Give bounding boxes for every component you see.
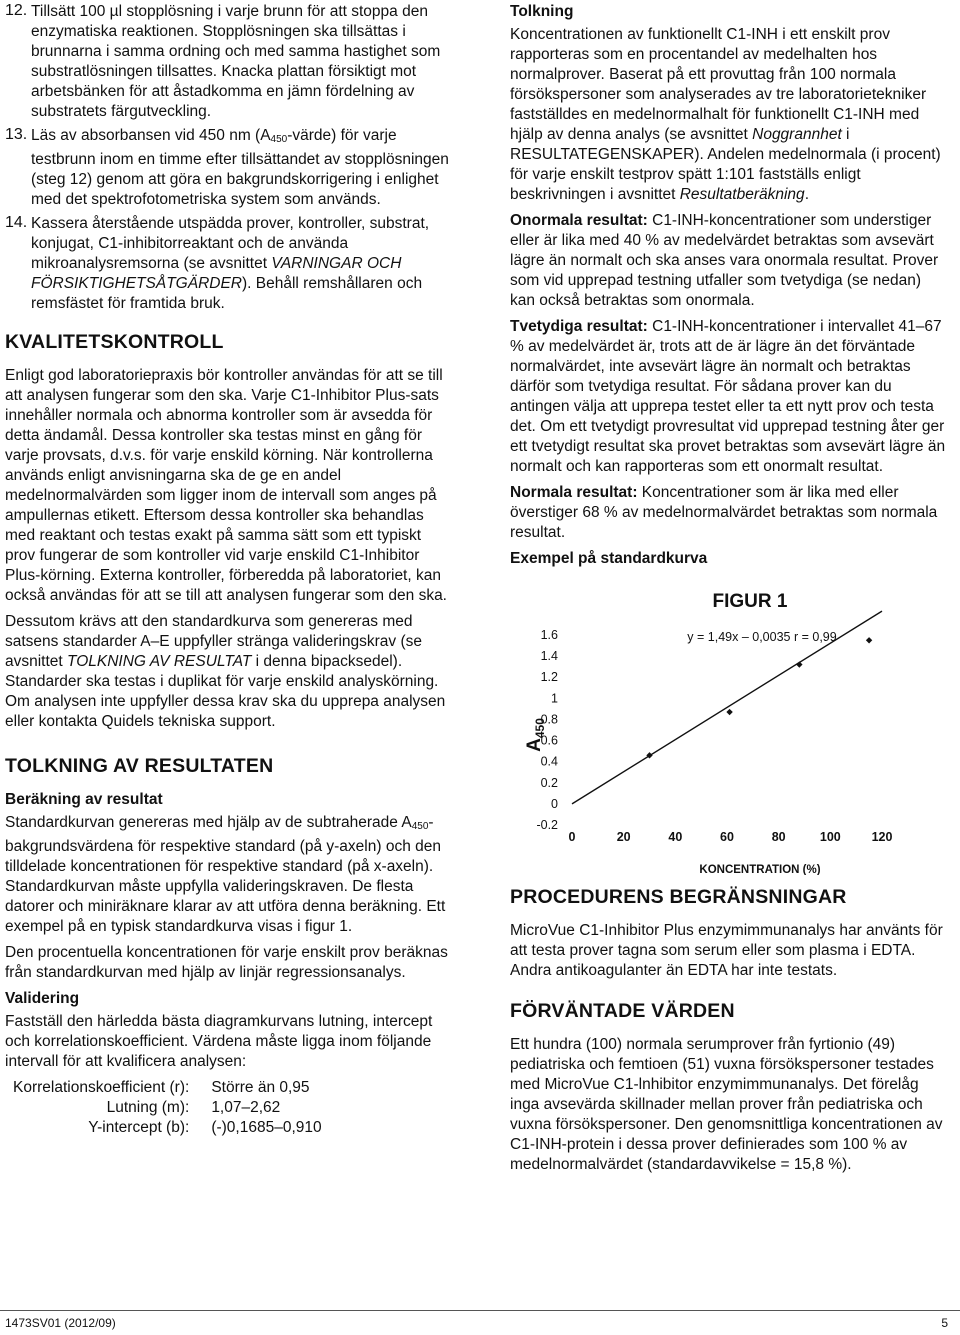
x-axis-label: KONCENTRATION (%)	[699, 864, 821, 875]
criteria-row	[13, 1098, 322, 1118]
y-tick-label: 0	[551, 796, 558, 811]
normal-results-label: Normala resultat:	[510, 484, 638, 501]
x-tick-label: 40	[668, 830, 683, 844]
step-14	[5, 214, 452, 314]
chart-annotation: y = 1,49x – 0,0035 r = 0,99	[687, 630, 837, 644]
x-tick-label: 60	[720, 830, 734, 844]
y-tick-label: 0.6	[540, 733, 558, 748]
expected-values-heading: FÖRVÄNTADE VÄRDEN	[510, 1000, 735, 1022]
y-tick-label: 0.4	[540, 754, 558, 769]
y-tick-label: 0.8	[540, 712, 558, 727]
criteria-value: 1,07–2,62	[211, 1099, 281, 1116]
standard-curve-figure	[510, 575, 960, 875]
step-number: 14.	[5, 214, 28, 231]
step-text: Läs av absorbansen vid 450 nm $(A_{450}-värde)$ för varje testbrunn inom en timme efter tillsättandet av stopplösningen (steg 12) genom att göra en bakgrundskorrigering i enlighet med det spektrofotometriska system som används.	[31, 127, 449, 208]
footer-rule	[0, 1310, 960, 1311]
page-number: 5	[941, 1316, 948, 1330]
equivocal-results-label: Tvetydiga resultat:	[510, 318, 648, 335]
standard-curve-chart	[510, 575, 960, 875]
limitations-heading: PROCEDURENS BEGRÄNSNINGAR	[510, 886, 847, 908]
calculation-heading: Beräkning av resultat	[5, 791, 163, 808]
data-point	[866, 637, 872, 643]
y-tick-label: 1.2	[540, 670, 558, 685]
step-number: 13.	[5, 126, 28, 143]
calculation-paragraph: Standardkurvan genereras med hjälp av de subtraherade $A_{450}$-bakgrundsvärdena för respektive standard (på y-axeln) och den tilldelade koncentrationen för respektive standard (på x-axeln). Standardkurvan måste uppfylla valideringskraven. De flesta datorer och miniräknare klarar av att utföra denna beräkning. Ett exempel på en typisk standardkurva visas i figur 1.	[5, 814, 446, 935]
y-tick-label: -0.2	[536, 818, 558, 832]
example-curve-heading: Exempel på standardkurva	[510, 550, 708, 567]
x-tick-label: 20	[616, 830, 631, 844]
quality-control-paragraph: Enligt god laboratoriepraxis bör kontroller användas för att se till att analysen fungerar som den ska. Varje C1-Inhibitor Plus-sats innehåller normala och abnorma kontroller som är avsedda för detta ändamål. Dessa kontroller ska testas minst en gång för varje provsats, d.v.s. för varje enskild körning. När kontrollerna används enligt anvisningarna ska de ge en andel medelnormalvärden som ligger inom de intervall som anges på ampullernas etikett. Eftersom dessa kontroller ska behandlas med reaktant och testas exakt på samma sätt som ett typiskt prov fungerar de som kontroller vid varje enskild C1-Inhibitor Plus-körning. Externa kontroller, förberedda på laboratoriet, kan också användas för att se till att analysen fungerar som den ska.	[5, 367, 447, 604]
criteria-row	[13, 1078, 322, 1098]
expected-values-paragraph: Ett hundra (100) normala serumprover från fyrtionio (49) pediatriska och femtioen (51) vuxna försökspersoner testades med MicroVue C1-lnhibitor enzymimmunanalys. Det förelåg inga avsevärda skillnader mellan prover från pediatriska och vuxna försökspersoner. Den genomsnittliga koncentrationen av C1-INH-protein i dessa prover definierades som 100 % av medelnormalvärdet (standardavvikelse = 15,8 %).	[510, 1036, 943, 1173]
x-tick-label: 0	[568, 830, 576, 844]
step-text: Kassera återstående utspädda prover, kontroller, substrat, konjugat, C1-inhibitorreaktant och de använda mikroanalysremsorna (se avsnittet VARNINGAR OCH FÖRSIKTIGHETSÅTGÄRDER). Behåll remshållaren och remsfästet för framtida bruk.	[31, 215, 430, 312]
x-tick-label: 120	[871, 830, 893, 844]
limitations-paragraph: MicroVue C1-Inhibitor Plus enzymimmunanalys har använts för att testa prover tagna som serum eller som plasma i EDTA. Andra antikoagulanter än EDTA har inte testats.	[510, 922, 943, 979]
document-code: 1473SV01 (2012/09)	[5, 1316, 116, 1330]
section-reference: Resultatberäkning	[679, 186, 805, 203]
calculation-paragraph-2: Den procentuella koncentrationen för varje enskilt prov beräknas från standardkurvan med hjälp av linjär regressionsanalys.	[5, 944, 448, 981]
data-point	[796, 661, 802, 667]
subscript: 450	[270, 134, 288, 145]
step-13	[5, 126, 452, 210]
x-tick-label: 100	[819, 830, 841, 844]
equivocal-results-paragraph: Tvetydiga resultat: C1-INH-koncentrationer i intervallet 41–67 % av medelvärdet är, trots att de är lägre än det förväntade normalvärdet, inte avsevärt lägre än normalt och betraktas därför som tvetydiga resultat. För sådana prover kan du antingen välja att upprepa testet eller ta ett nytt prov och testa det. Om ett tvetydigt provresultat vid upprepad testning åter ger ett tvetydigt resultat ska provet betraktas som avsevärt lägre än normalt och kan rapporteras som ett onormalt resultat.	[510, 318, 946, 475]
validation-criteria-table	[13, 1078, 322, 1138]
y-tick-label: 1.4	[540, 649, 558, 664]
y-tick-label: 0.2	[540, 775, 558, 790]
validation-heading: Validering	[5, 990, 80, 1007]
criteria-value: (-)0,1685–0,910	[211, 1119, 322, 1136]
step-text: Tillsätt 100 µl stopplösning i varje brunn för att stoppa den enzymatiska reaktionen. Stopplösningen ska tillsättas i brunnarna i samma ordning och med samma hastighet som substratlösningen tillsattes. Knacka plattan försiktigt mot arbetsbänken för att åstadkomma en jämn fördelning av substratets färgutveckling.	[31, 3, 441, 120]
section-reference: VARNINGAR OCH FÖRSIKTIGHETSÅTGÄRDER	[31, 255, 402, 292]
interpretation-heading: TOLKNING AV RESULTATEN	[5, 755, 274, 777]
abnormal-results-paragraph: Onormala resultat: C1-INH-koncentrationer som understiger eller är lika med 40 % av medelvärdet betraktas som avsevärt lägre än normalt och ska anses vara onormala resultat. Prover som vid upprepad testning utfaller som tvetydiga (se nedan) kan också betraktas som onormala.	[510, 212, 939, 309]
quality-control-heading: KVALITETSKONTROLL	[5, 331, 224, 353]
step-number: 12.	[5, 2, 28, 19]
y-tick-label: 1.6	[540, 628, 558, 642]
chart-title: FIGUR 1	[712, 591, 788, 612]
criteria-label: Y-intercept (b):	[88, 1119, 190, 1136]
left-column	[5, 2, 452, 1138]
interpretation-paragraph: Koncentrationen av funktionellt C1-INH i ett enskilt prov rapporteras som en procentandel av medelhalten hos normalprover. Baserat på ett provuttag från 100 normala försökspersoner som analyserades av tre laboratorietekniker fastställdes en medelnormalhalt för funktionellt C1-INH med hjälp av denna analys (se avsnittet Noggrannhet i RESULTATEGENSKAPER). Andelen medelnormala (i procent) för varje enskilt testprov spätt 1:101 fastställs enligt beskrivningen i avsnittet Resultatberäkning.	[510, 26, 941, 203]
subscript: 450	[411, 821, 429, 832]
interpretation-subheading: Tolkning	[510, 3, 574, 20]
quality-control-paragraph-2: Dessutom krävs att den standardkurva som genereras med satsens standarder A–E uppfyller stränga valideringskrav (se avsnittet TOLKNING AV RESULTAT i denna bipacksedel). Standarder ska testas i duplikat för varje enskild analyskörning. Om analysen inte uppfyller dessa krav ska du upprepa analysen eller kontakta Quidels tekniska support.	[5, 613, 446, 730]
criteria-row	[13, 1118, 322, 1138]
step-12	[5, 2, 452, 122]
data-point	[726, 709, 732, 715]
y-axis-label-main: A	[524, 738, 545, 752]
section-reference: Noggrannhet	[752, 126, 842, 143]
normal-results-paragraph: Normala resultat: Koncentrationer som är lika med eller överstiger 68 % av medelnormalvärdet betraktas som normala resultat.	[510, 484, 938, 541]
abnormal-results-label: Onormala resultat:	[510, 212, 648, 229]
x-tick-label: 80	[771, 830, 786, 844]
y-tick-label: 1	[551, 691, 558, 706]
criteria-value: Större än 0,95	[211, 1079, 310, 1096]
validation-paragraph: Fastställ den härledda bästa diagramkurvans lutning, intercept och korrelationskoefficient. Värdena måste ligga inom följande intervall för att kvalificera analysen:	[5, 1013, 433, 1070]
right-column	[510, 2, 950, 1181]
y-axis-label-sub: 450	[533, 718, 547, 739]
criteria-label: Korrelationskoefficient (r):	[13, 1079, 190, 1096]
section-reference: TOLKNING AV RESULTAT	[67, 653, 252, 670]
criteria-label: Lutning (m):	[106, 1099, 190, 1116]
